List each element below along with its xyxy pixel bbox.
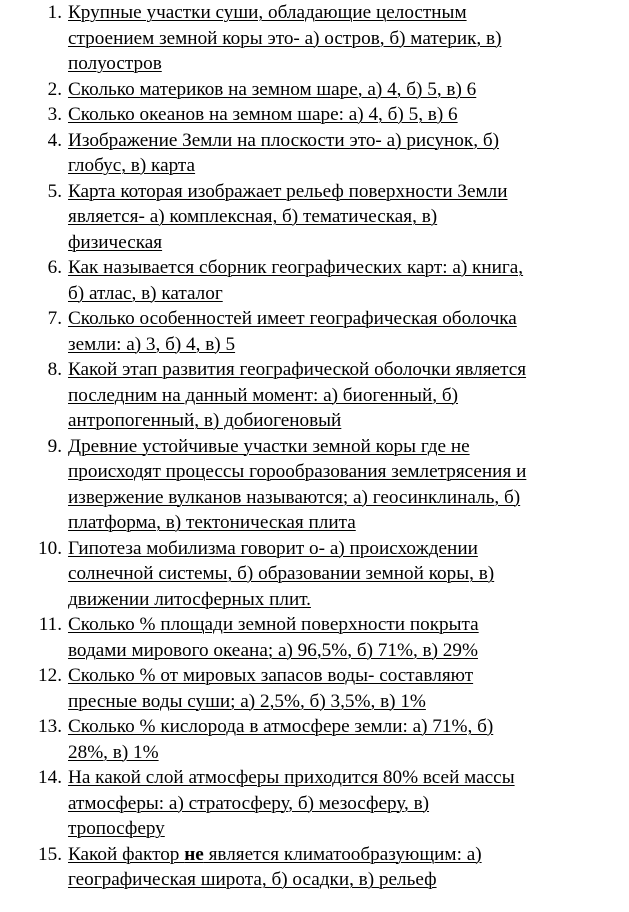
question-line: извержение вулканов называются; а) геосинклиналь, б) <box>68 486 521 508</box>
question-line: глобус, в) карта <box>68 155 196 176</box>
question-item <box>12 306 624 357</box>
question-item <box>12 714 624 765</box>
question-line: На какой слой атмосферы приходится 80% всей массы <box>68 767 515 788</box>
question-number: 1. <box>47 2 62 23</box>
question-number: 6. <box>47 257 62 278</box>
question-item <box>12 255 624 306</box>
question-line: является- а) комплексная, б) тематическая, в) <box>68 206 438 227</box>
question-line: Сколько особенностей имеет географическая оболочка <box>68 308 517 329</box>
question-line: Сколько % от мировых запасов воды- составляют <box>68 665 474 686</box>
question-text <box>68 102 624 128</box>
question-line: земли: а) 3, б) 4, в) 5 <box>68 333 236 355</box>
question-number: 11. <box>38 614 62 635</box>
question-number: 12. <box>38 665 62 686</box>
question-number: 4. <box>47 129 62 151</box>
question-item <box>12 612 624 663</box>
question-line: Сколько океанов на земном шаре: а) 4, б) 5, в) 6 <box>68 104 458 125</box>
question-number: 8. <box>47 359 62 380</box>
question-line: последним на данный момент: а) биогенный, б) <box>68 384 458 406</box>
question-list <box>12 0 624 893</box>
question-item <box>12 128 624 179</box>
question-line: Сколько материков на земном шаре, а) 4, б) 5, в) 6 <box>68 78 477 100</box>
question-text <box>68 536 624 613</box>
question-item <box>12 842 624 893</box>
question-line: происходят процессы горообразования землетрясения и <box>68 461 527 482</box>
question-line: атмосферы: а) стратосферу, б) мезосферу, в) <box>68 792 430 814</box>
question-line: платформа, в) тектоническая плита <box>68 512 356 533</box>
question-item <box>12 434 624 536</box>
question-number: 2. <box>47 78 62 100</box>
text-segment: Какой фактор <box>68 843 185 865</box>
question-number: 3. <box>47 104 62 125</box>
question-item <box>12 0 624 77</box>
question-line: пресные воды суши; а) 2,5%, б) 3,5%, в) 1% <box>68 690 426 712</box>
question-line: строением земной коры это- а) остров, б) материк, в) <box>68 27 502 49</box>
question-item <box>12 765 624 842</box>
question-text <box>68 77 624 103</box>
question-item <box>12 77 624 103</box>
question-line: Древние устойчивые участки земной коры где не <box>68 435 470 457</box>
question-text <box>68 255 624 306</box>
emphasis-word: не <box>184 843 204 865</box>
question-text <box>68 765 624 842</box>
question-number: 13. <box>38 716 62 737</box>
question-line: Сколько % площади земной поверхности покрыта <box>68 614 479 635</box>
question-number: 14. <box>38 767 62 788</box>
question-line: Сколько % кислорода в атмосфере земли: а) 71%, б) <box>68 716 494 737</box>
question-line: водами мирового океана; а) 96,5%, б) 71%, в) 29% <box>68 639 478 661</box>
question-text <box>68 128 624 179</box>
question-line: движении литосферных плит. <box>68 588 311 610</box>
question-line: Изображение Земли на плоскости это- а) рисунок, б) <box>68 129 499 151</box>
question-line: Как называется сборник географических карт: а) книга, <box>68 257 524 278</box>
question-item <box>12 179 624 256</box>
question-text <box>68 434 624 536</box>
question-line: Гипотеза мобилизма говорит о- а) происхождении <box>68 537 478 559</box>
question-line: солнечной системы, б) образовании земной коры, в) <box>68 563 495 584</box>
question-number: 9. <box>47 435 62 457</box>
question-text <box>68 306 624 357</box>
question-item <box>12 663 624 714</box>
question-item <box>12 536 624 613</box>
question-number: 7. <box>47 308 62 329</box>
question-line: физическая <box>68 231 163 253</box>
question-text <box>68 663 624 714</box>
question-item <box>12 102 624 128</box>
question-number: 15. <box>38 843 62 865</box>
question-line <box>68 869 437 890</box>
question-number: 5. <box>47 180 62 202</box>
question-text <box>68 612 624 663</box>
question-item <box>12 357 624 434</box>
question-line: Карта которая изображает рельеф поверхности Земли <box>68 180 508 202</box>
question-text <box>68 179 624 256</box>
question-line <box>68 844 482 865</box>
question-text <box>68 842 624 893</box>
question-text <box>68 0 624 77</box>
question-line: антропогенный, в) добиогеновый <box>68 410 342 431</box>
text-segment: географическая широта, б) осадки, в) рельеф <box>68 869 437 890</box>
question-line: полуостров <box>68 53 162 74</box>
question-line: Какой этап развития географической оболочки является <box>68 359 527 380</box>
question-line: б) атлас, в) каталог <box>68 282 223 304</box>
question-text <box>68 357 624 434</box>
text-segment: является климатообразующим: а) <box>203 843 482 865</box>
question-line: 28%, в) 1% <box>68 741 159 763</box>
question-line: тропосферу <box>68 818 165 839</box>
question-text <box>68 714 624 765</box>
question-number: 10. <box>38 537 62 559</box>
question-line: Крупные участки суши, обладающие целостным <box>68 2 467 23</box>
